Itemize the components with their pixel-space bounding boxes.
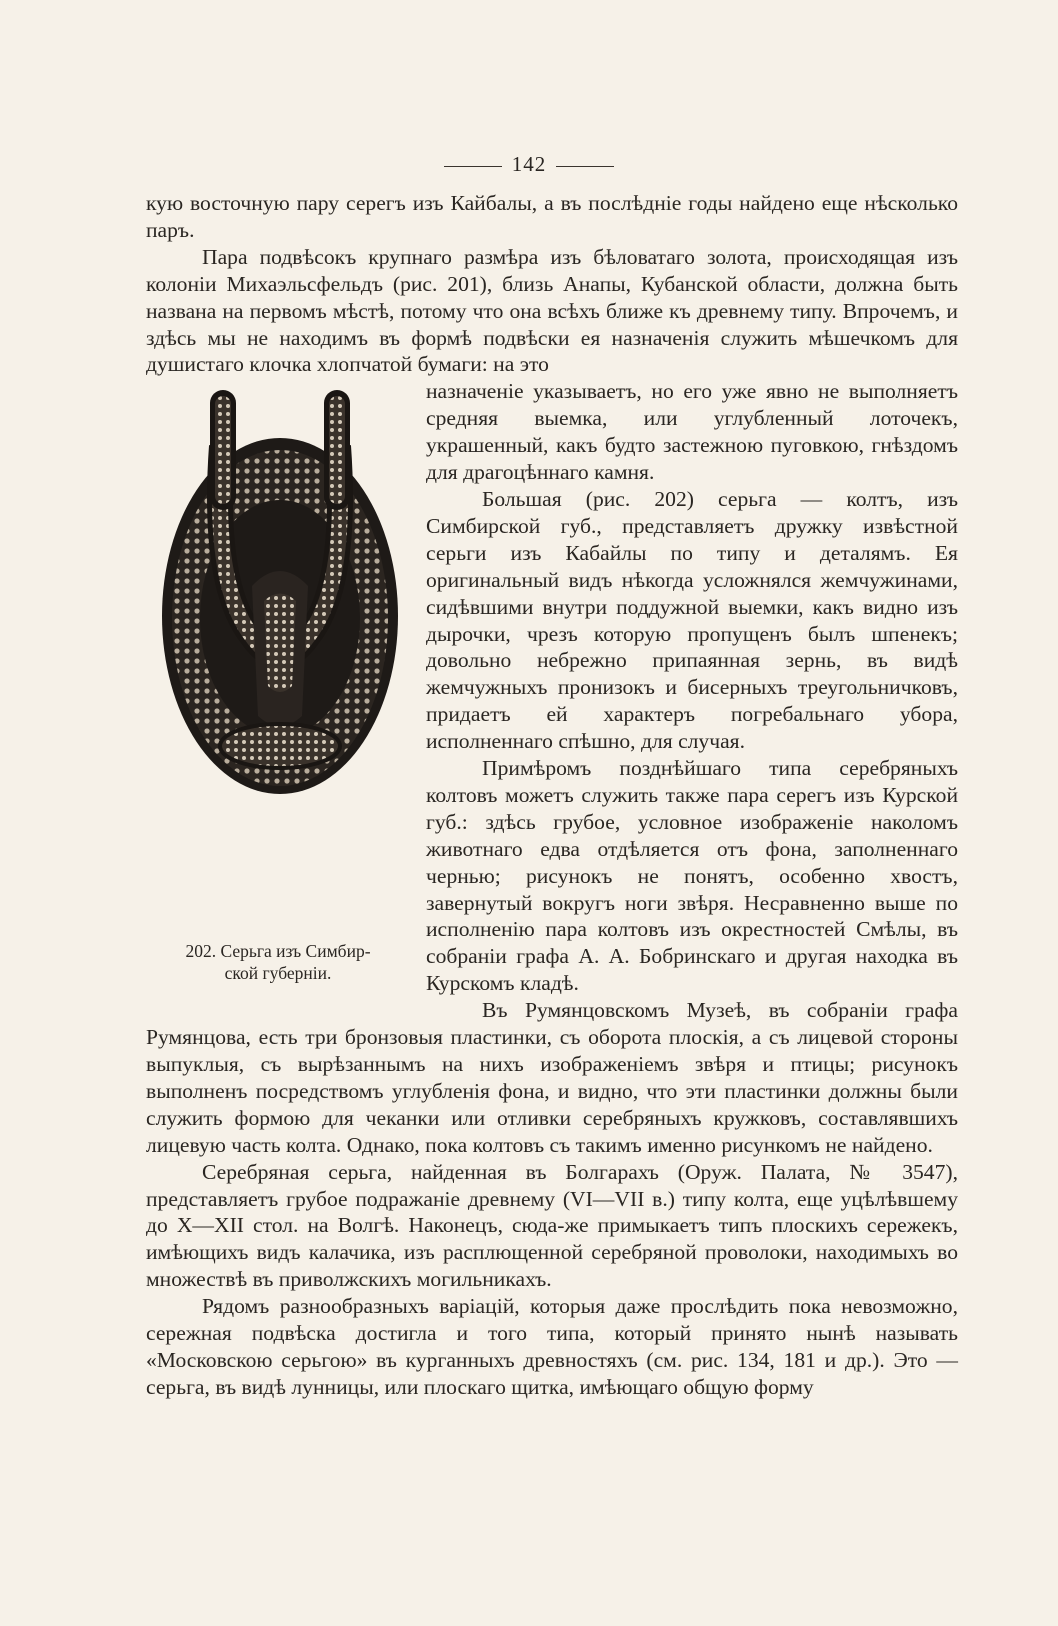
figure-caption bbox=[146, 940, 410, 984]
paragraph-2-cont: назначеніе указываетъ, но его уже явно не выполняетъ средняя выемка, или углубленный лоточекъ, украшенный, какъ будто застежною пуговкою, гнѣздомъ для драгоцѣннаго камня. bbox=[426, 379, 958, 485]
header-rule-left bbox=[444, 166, 502, 167]
body-text bbox=[146, 190, 958, 1401]
paragraph-5: Въ Румянцовскомъ Музеѣ, въ собраніи графа Румянцова, есть три бронзовыя пластинки, съ оборота плоскія, а съ лицевой стороны выпуклыя, съ вырѣзаннымъ на нихъ изображеніемъ звѣря и птицы; рисунокъ выполненъ посредствомъ углубленія фона, и видно, что эти пластинки должны были служить формою для чеканки или отливки серебряныхъ кружковъ, составлявшихъ лицевую часть колта. Однако, пока колтовъ съ такимъ именно рисункомъ не найдено. bbox=[146, 998, 958, 1157]
paragraph-7: Рядомъ разнообразныхъ варіацій, которыя даже прослѣдить пока невозможно, сережная подвѣска достигла и того типа, который принято нынѣ называть «Московскою серьгою» въ курганныхъ древностяхъ (см. рис. 134, 181 и др.). Это — серьга, въ видѣ лунницы, или плоскаго щитка, имѣющаго общую форму bbox=[146, 1294, 958, 1399]
paragraph-6: Серебряная серьга, найденная въ Болгарахъ (Оруж. Палата, № 3547), представляетъ грубое подражаніе древнему (VI—VII в.) типу колта, еще уцѣлѣвшему до X—XII стол. на Волгѣ. Наконецъ, сюда-же примыкаетъ типъ плоскихъ сережекъ, имѣющихъ видъ калачика, изъ расплющенной серебряной проволоки, находимыхъ во множествѣ въ приволжскихъ могильникахъ. bbox=[146, 1159, 958, 1292]
earring-illustration bbox=[152, 386, 402, 806]
header-rule-right bbox=[556, 166, 614, 167]
caption-line-1: 202. Серьга изъ Симбир- bbox=[185, 941, 371, 962]
paragraph-2-start: Пара подвѣсокъ крупнаго размѣра изъ бѣловатаго золота, происходящая изъ колоніи Михаэльсфельдъ (рис. 201), близь Анапы, Кубанской области, должна быть названа на первомъ мѣстѣ, потому что она всѣхъ ближе къ древнему типу. Впрочемъ, и здѣсь мы не находимъ въ формѣ подвѣски ея назначенія служить мѣшечкомъ для душистаго клочка хлопчатой бумаги: на это bbox=[146, 244, 958, 377]
paragraph-4: Примѣромъ позднѣйшаго типа серебряныхъ колтовъ можетъ служить также пара серегъ изъ Курской губ.: здѣсь грубое, условное изображеніе наколомъ животнаго едва отдѣляется отъ фона, заполненнаго чернью; рисунокъ не понятъ, особенно хвостъ, завернутый вокругъ ноги звѣря. Несравненно выше по исполненію пара колтовъ изъ окрестностей Смѣлы, въ собраніи графа А. А. Бобринскаго и другая находка въ Курскомъ кладѣ. bbox=[426, 756, 958, 996]
page-header bbox=[0, 152, 1058, 177]
paragraph-3: Большая (рис. 202) серьга — колтъ, изъ Симбирской губ., представляетъ дружку извѣстной серьги изъ Кабайлы по типу и деталямъ. Ея оригинальный видъ нѣкогда усложнялся жемчужинами, сидѣвшими внутри поддужной выемки, какъ видно изъ дырочки, чрезъ которую пропущенъ былъ шпенекъ; довольно небрежно припаянная зернь, въ видѣ жемчужныхъ пронизокъ и бисерныхъ треугольничковъ, придаетъ ей характеръ погребальнаго убора, исполненнаго спѣшно, для случая. bbox=[426, 486, 958, 754]
paragraph-1: кую восточную пару серегъ изъ Кайбалы, а въ послѣдніе годы найдено еще нѣсколько паръ. bbox=[146, 191, 958, 242]
figure-202 bbox=[146, 380, 410, 1020]
page-number: 142 bbox=[511, 152, 547, 176]
caption-line-2: ской губерніи. bbox=[224, 963, 332, 984]
